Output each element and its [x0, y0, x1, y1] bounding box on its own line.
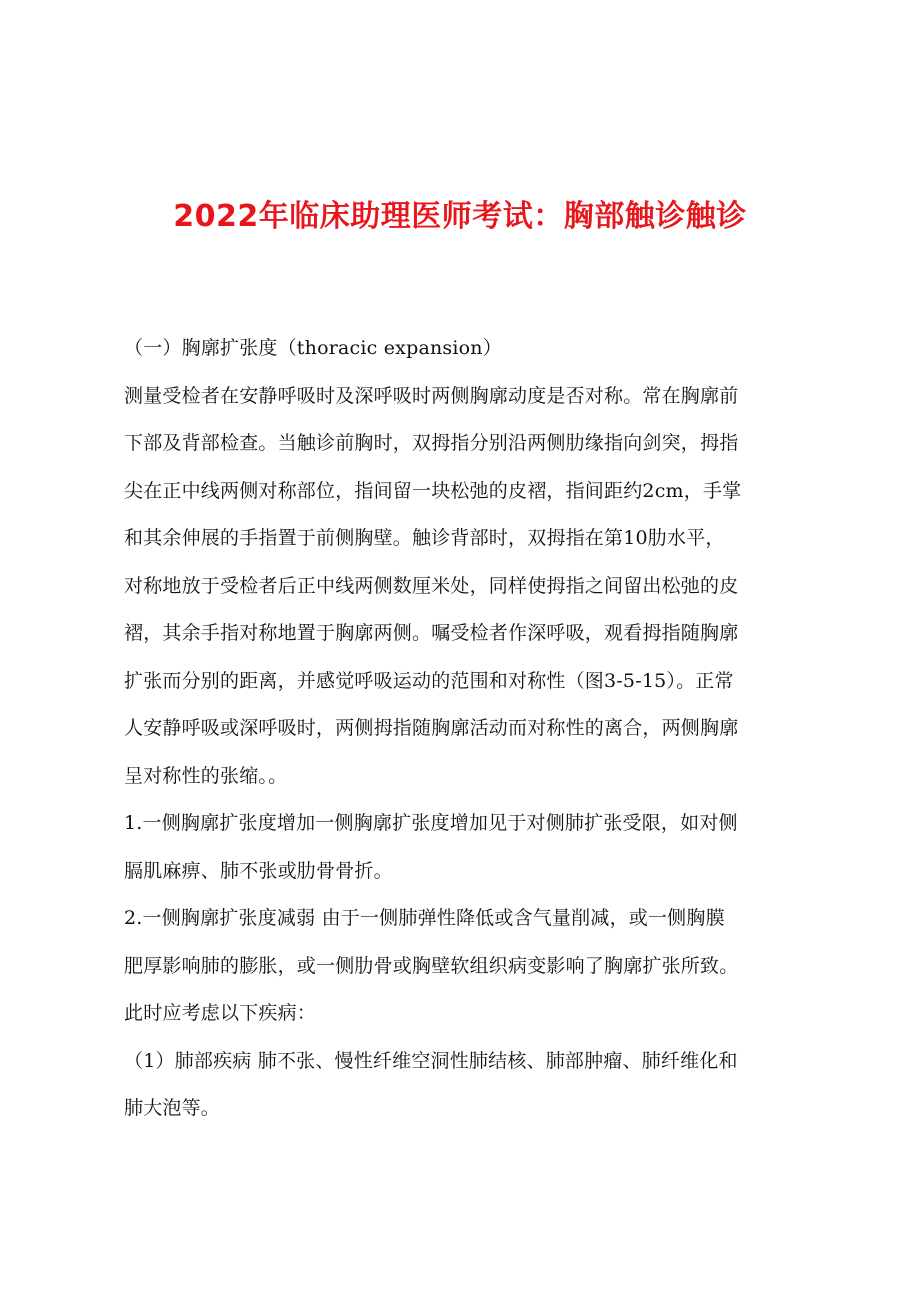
body-text-line: 褶，其余手指对称地置于胸廓两侧。嘱受检者作深呼吸，观看拇指随胸廓 — [124, 622, 739, 644]
body-text-line: 下部及背部检查。当触诊前胸时，双拇指分别沿两侧肋缘指向剑突，拇指 — [124, 432, 739, 454]
list-item-2-line: 2.一侧胸廓扩张度减弱 由于一侧肺弹性降低或含气量削减，或一侧胸膜 — [124, 907, 725, 929]
list-item-1-line: 膈肌麻痹、肺不张或肋骨骨折。 — [124, 859, 393, 882]
list-item-2-line: 此时应考虑以下疾病： — [124, 1002, 317, 1024]
body-text-line: 测量受检者在安静呼吸时及深呼吸时两侧胸廓动度是否对称。常在胸廓前 — [124, 384, 739, 407]
document-title: 2022年临床助理医师考试：胸部触诊触诊 — [173, 199, 747, 234]
sub-item-1-line: （1）肺部疾病 肺不张、慢性纤维空洞性肺结核、肺部肿瘤、肺纤维化和 — [124, 1049, 738, 1072]
body-text-line: 对称地放于受检者后正中线两侧数厘米处，同样使拇指之间留出松弛的皮 — [124, 574, 739, 597]
body-text-line: 和其余伸展的手指置于前侧胸壁。触诊背部时，双拇指在第10肋水平， — [124, 527, 725, 549]
list-item-2-line: 肥厚影响肺的膨胀，或一侧肋骨或胸壁软组织病变影响了胸廓扩张所致。 — [124, 954, 739, 977]
section-heading: （一）胸廓扩张度（thoracic expansion） — [124, 337, 502, 359]
list-item-1-line: 1.一侧胸廓扩张度增加一侧胸廓扩张度增加见于对侧肺扩张受限，如对侧 — [124, 812, 738, 834]
body-text-line: 扩张而分别的距离，并感觉呼吸运动的范围和对称性（图3-5-15）。正常 — [124, 669, 734, 692]
body-text-line: 尖在正中线两侧对称部位，指间留一块松弛的皮褶，指间距约2cm，手掌 — [124, 479, 742, 502]
sub-item-1-line: 肺大泡等。 — [124, 1097, 221, 1119]
body-text-line: 人安静呼吸或深呼吸时，两侧拇指随胸廓活动而对称性的离合，两侧胸廓 — [124, 717, 739, 739]
body-text-line: 呈对称性的张缩。。 — [124, 764, 288, 787]
document-body — [124, 325, 808, 1133]
